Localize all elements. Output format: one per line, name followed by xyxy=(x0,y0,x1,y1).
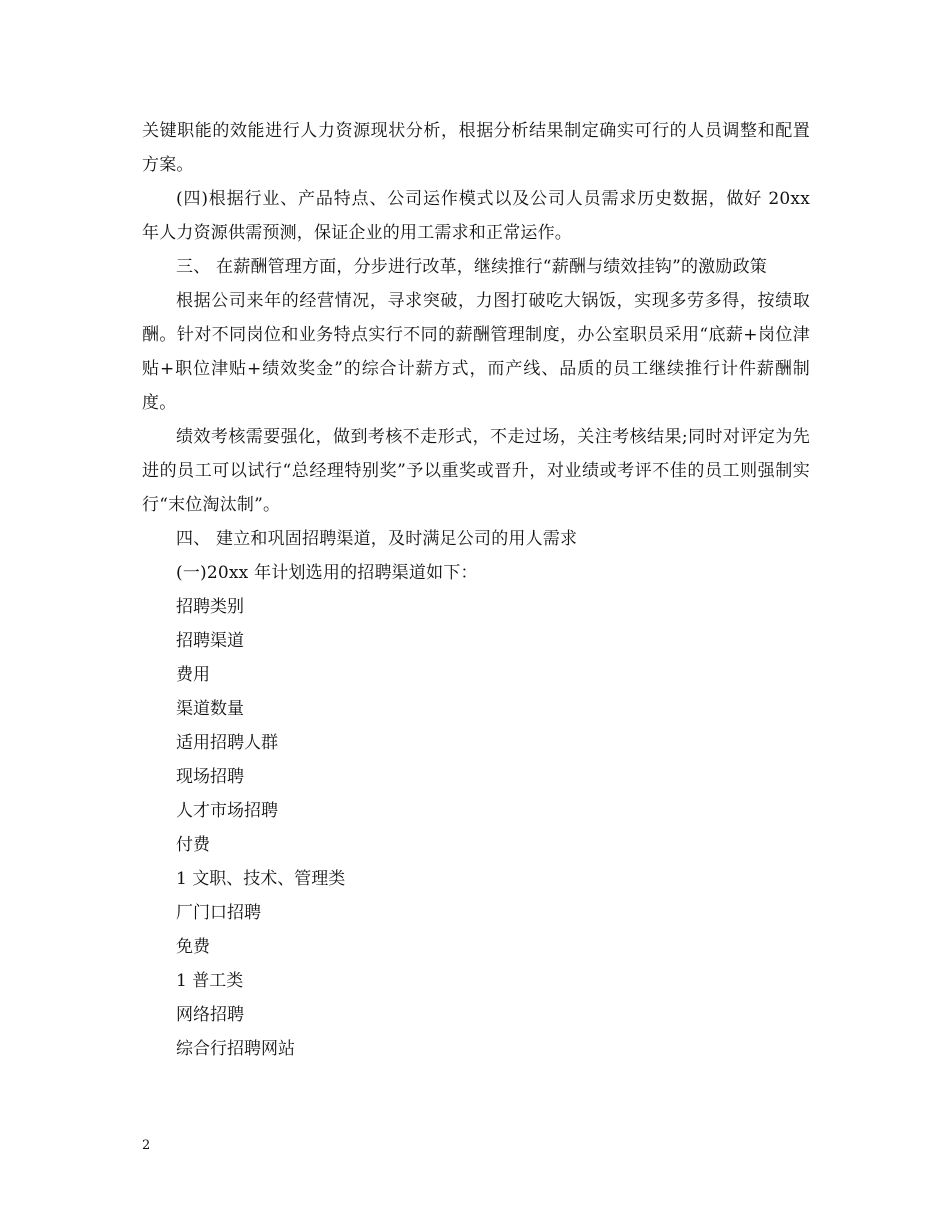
paragraph-forecast: (四)根据行业、产品特点、公司运作模式以及公司人员需求历史数据，做好 20xx 年人力资源供需预测，保证企业的用工需求和正常运作。 xyxy=(142,189,810,243)
list-item-talent-market: 人才市场招聘 xyxy=(176,801,278,821)
list-item-factory-gate: 厂门口招聘 xyxy=(176,903,261,923)
list-item-channel-count: 渠道数量 xyxy=(176,699,244,719)
list-item-free: 免费 xyxy=(176,937,210,957)
paragraph-continuation: 关键职能的效能进行人力资源现状分析，根据分析结果制定确实可行的人员调整和配置方案。 xyxy=(142,121,810,175)
heading-salary-management: 三、 在薪酬管理方面，分步进行改革，继续推行“薪酬与绩效挂钩”的激励政策 xyxy=(176,257,767,277)
paragraph-recruitment-plan: (一)20xx 年计划选用的招聘渠道如下： xyxy=(176,563,478,583)
list-item-paid: 付费 xyxy=(176,835,210,855)
document-body xyxy=(142,114,810,1066)
list-item-cost: 费用 xyxy=(176,665,210,685)
list-item-onsite-recruitment: 现场招聘 xyxy=(176,767,244,787)
list-item-office-tech-management: 1 文职、技术、管理类 xyxy=(176,869,346,889)
list-item-general-job-sites: 综合行招聘网站 xyxy=(176,1039,295,1059)
list-item-recruitment-channel: 招聘渠道 xyxy=(176,631,244,651)
list-item-recruitment-category: 招聘类别 xyxy=(176,597,244,617)
page-number: 2 xyxy=(142,1138,151,1153)
list-item-target-group: 适用招聘人群 xyxy=(176,733,278,753)
paragraph-performance-review: 绩效考核需要强化，做到考核不走形式，不走过场，关注考核结果;同时对评定为先进的员工可以试行“总经理特别奖”予以重奖或晋升，对业绩或考评不佳的员工则强制实行“末位淘汰制”。 xyxy=(142,427,810,515)
list-item-general-workers: 1 普工类 xyxy=(176,971,244,991)
paragraph-salary-plan: 根据公司来年的经营情况，寻求突破，力图打破吃大锅饭，实现多劳多得，按绩取酬。针对不同岗位和业务特点实行不同的薪酬管理制度，办公室职员采用“底薪+岗位津贴+职位津贴+绩效奖金”的综合计薪方式，而产线、品质的员工继续推行计件薪酬制度。 xyxy=(142,291,810,413)
list-item-online-recruitment: 网络招聘 xyxy=(176,1005,244,1025)
heading-recruitment-channels: 四、 建立和巩固招聘渠道，及时满足公司的用人需求 xyxy=(176,529,578,549)
